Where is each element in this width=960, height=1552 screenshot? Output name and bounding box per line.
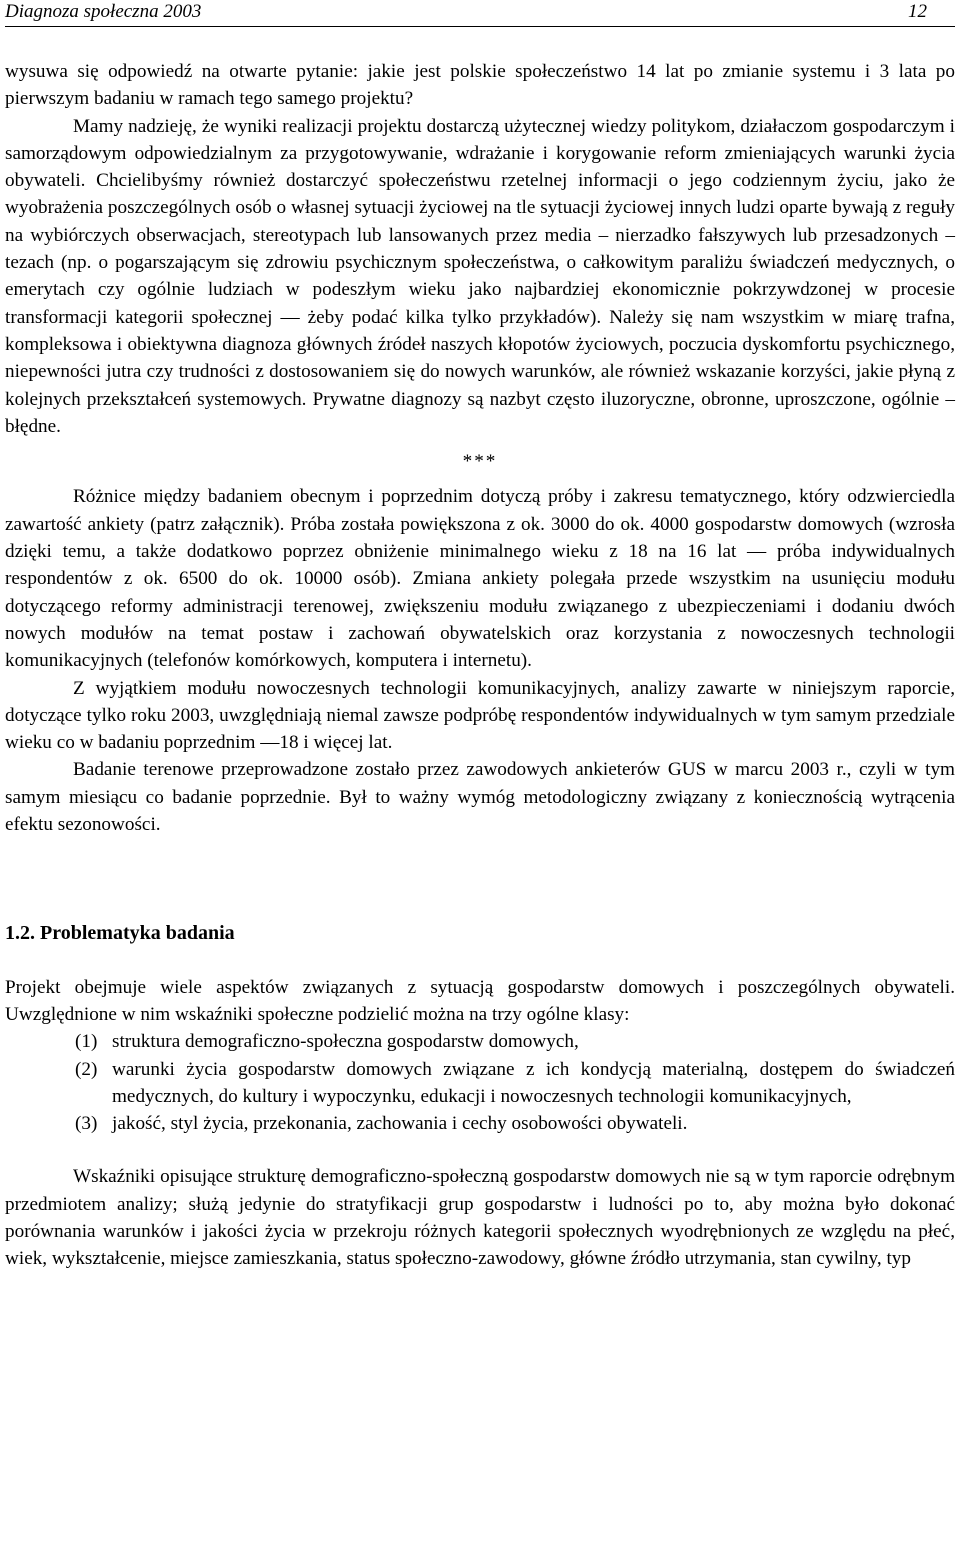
list-item-number: (3): [75, 1113, 98, 1135]
header-title: Diagnoza społeczna 2003: [5, 1, 202, 22]
paragraph-3: Różnice między badaniem obecnym i poprzednim dotyczą próby i zakresu tematycznego, który odzwierciedla zawartość ankiety (patrz załącznik). Próba została powiększona z ok. 3000 do ok. 4000 gospodarstw domowych (wzrosła dzięki temu, a także dodatkowo poprzez obniżenie minimalnego wieku z 18 na 16 lat — próba indywidualnych respondentów z ok. 6500 do ok. 10000 osób). Zmiana ankiety polegała przede wszystkim na usunięciu modułu dotyczącego reformy administracji terenowej, zwiększeniu modułu związanego z ubezpieczeniami i dodaniu dwóch nowych modułów na temat postaw i zachowań obywatelskich oraz korzystania z nowoczesnych technologii komunikacyjnych (telefonów komórkowych, komputera i internetu).: [5, 486, 955, 672]
list-item-text: struktura demograficzno-społeczna gospodarstw domowych,: [112, 1031, 579, 1053]
list-item: [5, 1028, 955, 1055]
section-heading: 1.2. Problematyka badania: [5, 922, 235, 945]
page-header: [5, 0, 955, 27]
list-item: [5, 1110, 955, 1137]
document-page: [5, 0, 955, 1270]
spacer: [5, 838, 955, 920]
page-number: 12: [908, 1, 927, 22]
list-item: [5, 1056, 955, 1111]
section-intro: Projekt obejmuje wiele aspektów związanych z sytuacją gospodarstw domowych i poszczególnych obywateli. Uwzględnione w nim wskaźniki społeczne podzielić można na trzy ogólne klasy:: [5, 976, 955, 1025]
list-item-number: (1): [75, 1031, 98, 1053]
closing-paragraph: Wskaźniki opisujące strukturę demograficzno-społeczną gospodarstw domowych nie są w tym raporcie odrębnym przedmiotem analizy; służą jedynie do stratyfikacji grup gospodarstw i ludności po to, aby można było dokonać porównania warunków i jakości życia w przekroju różnych kategorii społecznych wyodrębnionych ze względu na płeć, wiek, wykształcenie, miejsce zamieszkania, status społeczno-zawodowy, główne źródło utrzymania, stan cywilny, typ: [5, 1166, 955, 1270]
paragraph-5: Badanie terenowe przeprowadzone zostało przez zawodowych ankieterów GUS w marcu 2003 r., czyli w tym samym miesiącu co badanie poprzednie. Był to ważny wymóg metodologiczny związany z koniecznością wytrącenia efektu sezonowości.: [5, 759, 955, 836]
indicator-classes-list: [5, 1028, 955, 1137]
spacer: [5, 948, 955, 974]
paragraph-2: Mamy nadzieję, że wyniki realizacji projektu dostarczą użytecznej wiedzy politykom, działaczom gospodarczym i samorządowym odpowiedzialnym za przygotowywanie, wdrażanie i korygowanie reform zmieniających warunki życia obywateli. Chcielibyśmy również dostarczyć społeczeństwu rzetelnej informacji o jego codziennym życiu, jako że wyobrażenia poszczególnych osób o własnej sytuacji życiowej na tle sytuacji życiowej innych ludzi oparte bywają z reguły na wybiórczych obserwacjach, stereotypach lub lansowanych przez media – nierzadko fałszywych lub przesadzonych – tezach (np. o pogarszającym się zdrowiu psychicznym społeczeństwa, o całkowitym paraliżu świadczeń medycznych, o emerytach czy ogólnie ludziach w podeszłym wieku jako najbardziej ekonomicznie pokrzywdzonej w procesie transformacji kategorii społecznej — żeby podać kilka tylko przykładów). Należy się nam wszystkim w miarę trafna, kompleksowa i obiektywna diagnoza głównych źródeł naszych kłopotów życiowych, poczucia dyskomfortu psychicznego, niepewności jutra czy trudności z dostosowaniem się do nowych warunków, ale również wskazanie korzyści, jakie płyną z kolejnych przekształceń systemowych. Prywatne diagnozy są nazbyt często iluzoryczne, obronne, uproszczone, ogólnie – błędne.: [5, 115, 955, 437]
page-content: [5, 58, 955, 1273]
list-item-number: (2): [75, 1058, 98, 1080]
spacer: [5, 1137, 955, 1163]
paragraph-1: wysuwa się odpowiedź na otwarte pytanie: jakie jest polskie społeczeństwo 14 lat po zmianie systemu i 3 lata po pierwszym badaniu w ramach tego samego projektu?: [5, 61, 955, 110]
list-item-text: warunki życia gospodarstw domowych związane z ich kondycją materialną, dostępem do świadczeń medycznych, do kultury i wypoczynku, edukacji i nowoczesnych technologii komunikacyjnych,: [112, 1058, 955, 1107]
section-separator: ***: [462, 451, 498, 473]
paragraph-4: Z wyjątkiem modułu nowoczesnych technologii komunikacyjnych, analizy zawarte w niniejszym raporcie, dotyczące tylko roku 2003, uwzględniają niemal zawsze podpróbę respondentów indywidualnych w tym samym przedziale wieku co w badaniu poprzednim —18 i więcej lat.: [5, 677, 955, 754]
list-item-text: jakość, styl życia, przekonania, zachowania i cechy osobowości obywateli.: [112, 1113, 688, 1135]
